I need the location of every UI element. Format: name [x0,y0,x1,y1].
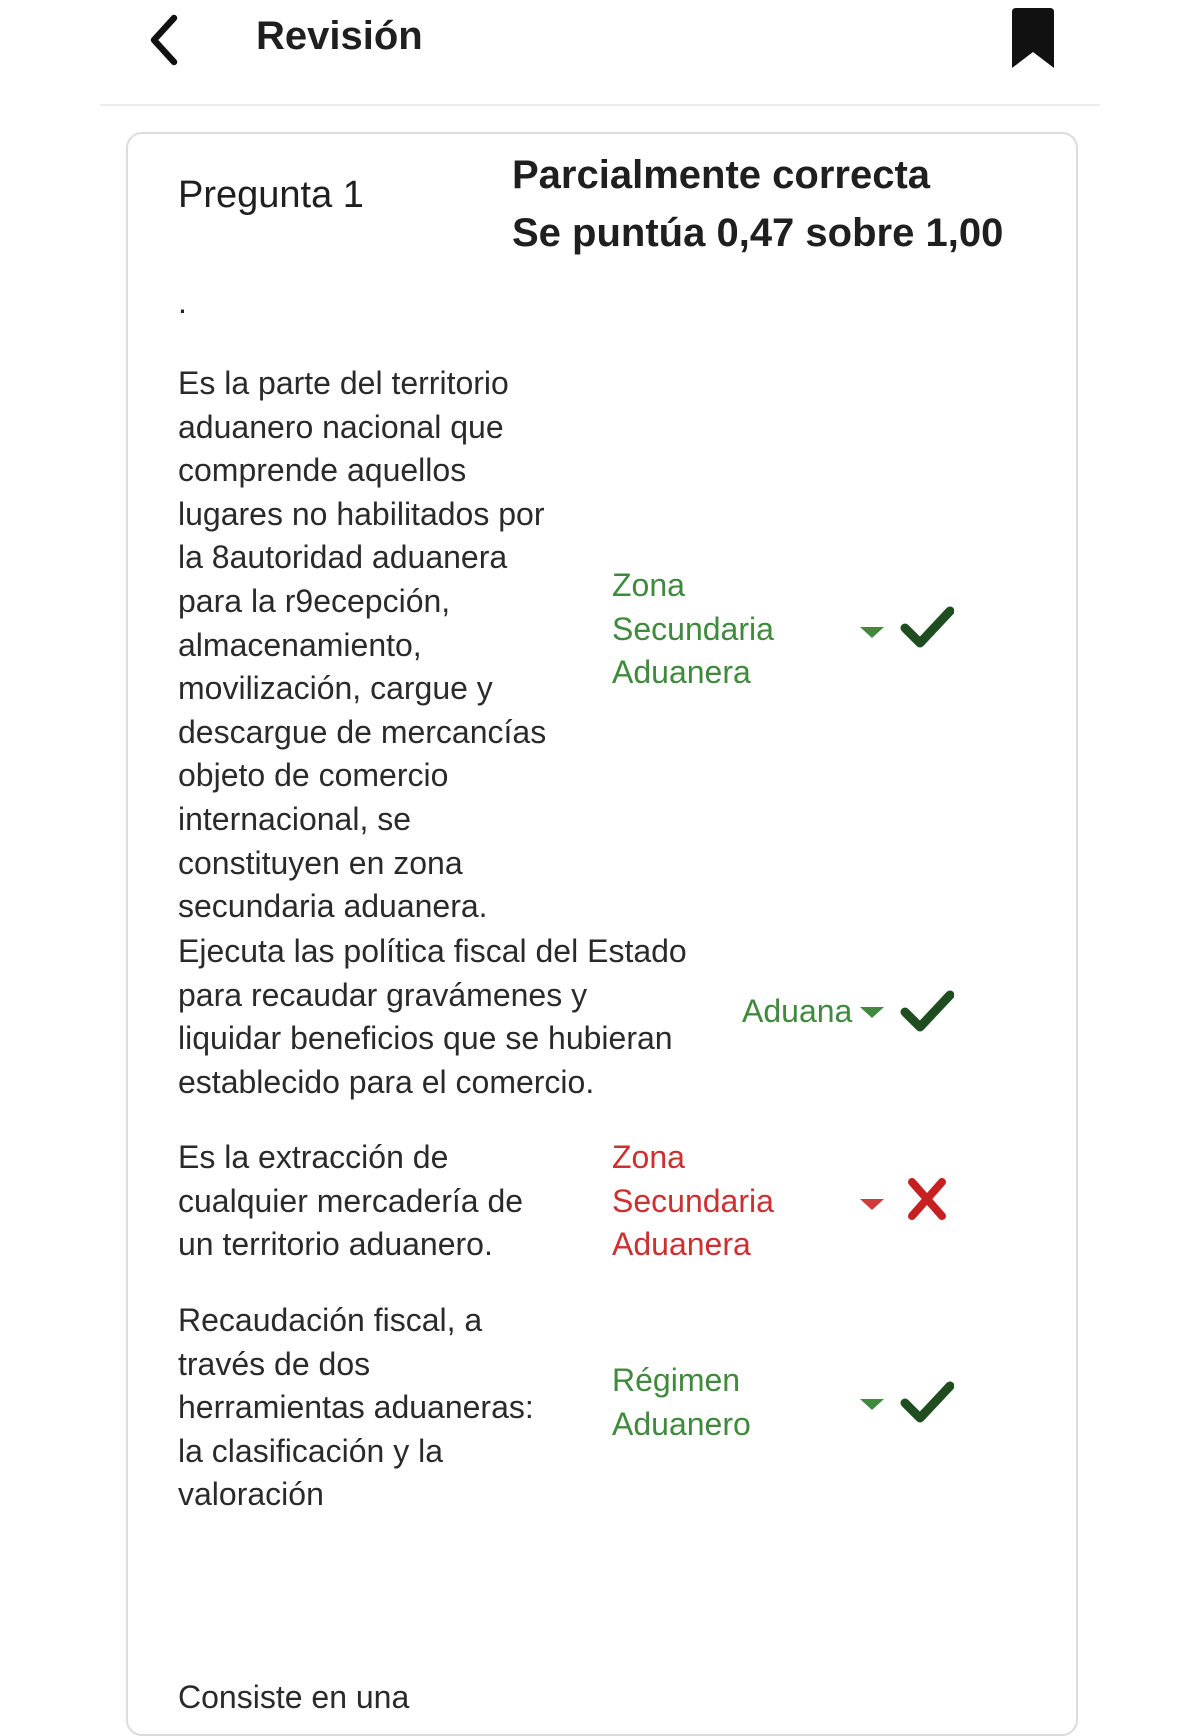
match-answer-select[interactable]: Aduana [742,993,853,1029]
question-card [126,132,1078,1736]
back-button[interactable] [140,8,196,72]
question-number: Pregunta 1 [178,174,364,216]
match-prompt: Recaudación fiscal, a través de dos herramientas aduaneras: la clasificación y la valoración [178,1302,534,1513]
check-icon [900,1379,954,1425]
check-icon [900,988,954,1034]
match-answer-select[interactable]: Zona Secundaria Aduanera [612,567,774,691]
match-answer-select[interactable]: Régimen Aduanero [612,1362,751,1442]
match-answer-select[interactable]: Zona Secundaria Aduanera [612,1139,774,1263]
top-bar [100,0,1100,106]
question-intro: . [178,284,187,320]
question-state: Parcialmente correcta [512,153,931,197]
caret-down-icon[interactable] [860,1007,884,1018]
check-icon [900,604,954,650]
cross-icon [900,1176,954,1222]
question-info [512,146,1003,262]
chevron-left-icon [140,8,196,72]
bookmark-icon [1004,6,1064,76]
bookmark-button[interactable] [1004,6,1064,76]
caret-down-icon[interactable] [860,1399,884,1410]
match-prompt: Ejecuta las política fiscal del Estado para recaudar gravámenes y liquidar beneficios que se hubieran establecido para el comercio. [178,933,687,1100]
match-prompt: Consiste en una [178,1679,410,1715]
caret-down-icon[interactable] [860,1199,884,1210]
match-prompt: Es la parte del territorio aduanero nacional que comprende aquellos lugares no habilitados por la 8autoridad aduanera para la r9ecepción, almacenamiento, movilización, cargue y descargue de mercancías objeto de comercio internacional, se constituyen en zona secundaria aduanera. [178,365,547,925]
question-grade: Se puntúa 0,47 sobre 1,00 [512,211,1004,255]
page-title: Revisión [256,14,423,58]
caret-down-icon[interactable] [860,627,884,638]
match-prompt: Es la extracción de cualquier mercadería de un territorio aduanero. [178,1139,524,1263]
